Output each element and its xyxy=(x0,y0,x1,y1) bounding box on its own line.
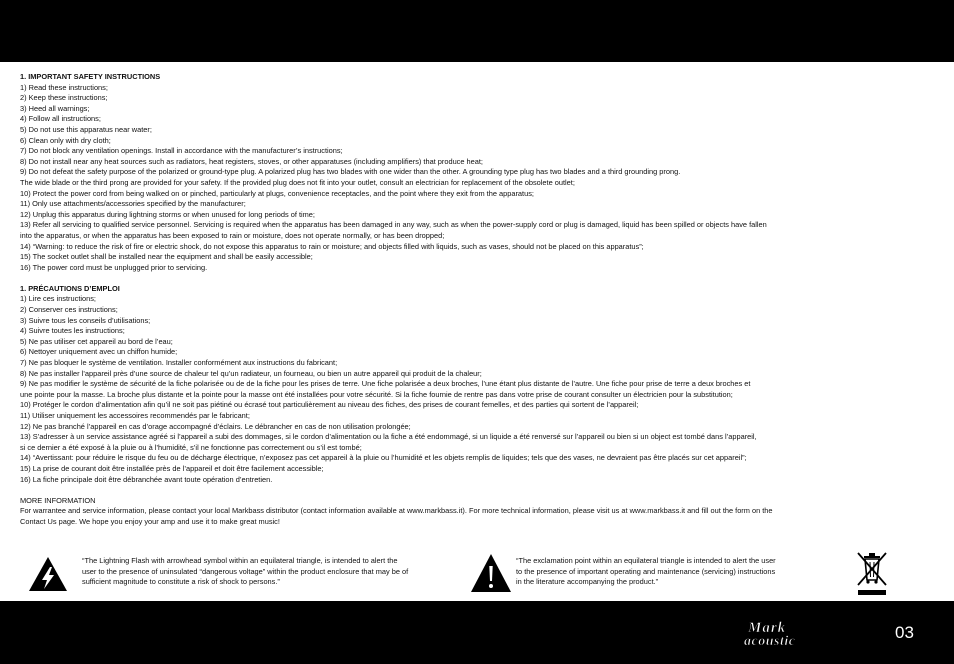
instruction-line: 2) Keep these instructions; xyxy=(20,93,108,103)
logo-line-1: Mark xyxy=(748,620,787,636)
instruction-line: into the apparatus, or when the apparatus has been exposed to rain or moisture, does not operate normally, or has been dropped; xyxy=(20,230,445,240)
instruction-line: 10) Protéger le cordon d’alimentation afin qu’il ne soit pas piétiné ou écrasé tout particulièrement au niveau des fiches, des prises de courant femelles, et des parties qui sortent de l’appareil; xyxy=(20,400,639,410)
instruction-line: 11) Utiliser uniquement les accessoires recommendés par le fabricant; xyxy=(20,411,250,420)
instruction-line: 5) Do not use this apparatus near water; xyxy=(20,124,152,134)
crossed-bin-icon xyxy=(855,550,889,596)
instruction-line: 10) Protect the power cord from being walked on or pinched, particularly at plugs, convenience receptacles, and the point where they exit from the apparatus; xyxy=(20,188,534,198)
more-info-heading: MORE INFORMATION xyxy=(20,495,96,505)
instruction-line: 1) Read these instructions; xyxy=(20,82,108,92)
english-instructions xyxy=(20,83,920,274)
lightning-warning-icon xyxy=(28,556,68,592)
french-instructions xyxy=(20,294,920,485)
instruction-line: 9) Ne pas modifier le système de sécurité de la fiche polarisée ou de de la fiche pour les prises de terre. Une fiche polarisée a deux broches, l’une étant plus distante de l’autre. Une fiche pour prise de terre a deux broches et xyxy=(20,379,751,389)
instruction-line: The wide blade or the third prong are provided for your safety. If the provided plug does not fit into your outlet, consult an electrician for replacement of the obsolete outlet; xyxy=(20,177,575,187)
notice-line: in the literature accompanying the product.” xyxy=(516,577,659,587)
notice-line: to the presence of important operating and maintenance (servicing) instructions xyxy=(516,566,776,576)
logo-line-2: acoustic xyxy=(744,634,796,647)
instruction-line: 4) Follow all instructions; xyxy=(20,114,101,124)
instruction-line: une pointe pour la masse. La broche plus distante et la pointe pour la masse ont été installées pour votre sécurité. Si la fiche fournie de rentre pas dans votre prise de courant consulter un électricien pour la substitution; xyxy=(20,389,733,399)
instruction-line: 11) Only use attachments/accessories specified by the manufacturer; xyxy=(20,199,246,209)
instruction-line: 6) Clean only with dry cloth; xyxy=(20,135,111,145)
instruction-line: 13) Refer all servicing to qualified service personnel. Servicing is required when the apparatus has been damaged in any way, such as when the power-supply cord or plug is damaged, liquid has been spilled or objects have fallen xyxy=(20,220,767,230)
instruction-line: 5) Ne pas utiliser cet appareil au bord de l’eau; xyxy=(20,336,173,346)
instruction-line: 8) Do not install near any heat sources such as radiators, heat registers, stoves, or other apparatuses (including amplifiers) that produce heat; xyxy=(20,156,483,166)
page-number: 03 xyxy=(895,623,914,642)
manual-text xyxy=(20,72,920,528)
french-heading: 1. PRÉCAUTIONS D’EMPLOI xyxy=(20,283,120,293)
instruction-line: 15) La prise de courant doit être installée près de l’appareil et doit être facilement accessible; xyxy=(20,463,324,473)
instruction-line: 8) Ne pas installer l’appareil près d’une source de chaleur tel qu’un radiateur, un fourneau, ou bien un autre appareil qui produit de la chaleur; xyxy=(20,368,482,378)
instruction-line: 7) Do not block any ventilation openings. Install in accordance with the manufacturer’s instructions; xyxy=(20,146,343,156)
info-line: For warrantee and service information, please contact your local Markbass distributor (contact information available at www.markbass.it). For more technical information, please visit us at www.markbass.it and fill out the form on the xyxy=(20,506,773,516)
markacoustic-logo xyxy=(742,619,840,647)
instruction-line: 9) Do not defeat the safety purpose of the polarized or ground-type plug. A polarized plug has two blades with one wider than the other. A grounding type plug has two blades and a third grounding prong. xyxy=(20,167,681,177)
instruction-line: 6) Nettoyer uniquement avec un chiffon humide; xyxy=(20,347,178,357)
more-info-text xyxy=(20,506,920,527)
instruction-line: 12) Unplug this apparatus during lightning storms or when unused for long periods of time; xyxy=(20,209,315,219)
instruction-line: 12) Ne pas branché l’appareil en cas d’orage accompagné d’éclairs. Le débrancher en cas de non utilisation prolongée; xyxy=(20,421,411,431)
english-heading: 1. IMPORTANT SAFETY INSTRUCTIONS xyxy=(20,72,161,81)
instruction-line: 14) “Warning: to reduce the risk of fire or electric shock, do not expose this apparatus to rain or moisture; and objects filled with liquids, such as vases, should not be placed on this apparatus”; xyxy=(20,241,644,251)
notice-line: sufficient magnitude to constitute a risk of shock to persons.” xyxy=(82,577,280,587)
instruction-line: 14) “Avertissant: pour réduire le risque du feu ou de décharge électrique, n’exposez pas cet appareil à la pluie ou l’humidité et les objets remplis de liquides; tels que des vases, ne devraient pas être placés sur cet appareil”; xyxy=(20,453,747,463)
notice-line: “The Lightning Flash with arrowhead symbol within an equilateral triangle, is intended to alert the xyxy=(82,556,398,565)
instruction-line: 1) Lire ces instructions; xyxy=(20,294,96,304)
instruction-line: 3) Suivre tous les conseils d’utilisations; xyxy=(20,315,151,325)
instruction-line: si ce dernier a été exposé à la pluie ou à l’humidité, s’il ne fonctionne pas correctement ou s’il est tombé; xyxy=(20,442,362,452)
instruction-line: 15) The socket outlet shall be installed near the equipment and shall be easily accessible; xyxy=(20,252,313,262)
instruction-line: 13) S’adresser à un service assistance agréé si l’appareil a subi des dommages, si le cordon d’alimentation ou la fiche a été endommagé, si un liquide a été renversé sur l’appareil ou bien si un object est tombé dans l’appareil, xyxy=(20,432,757,442)
notice-line: “The exclamation point within an equilateral triangle is intended to alert the user xyxy=(516,556,776,565)
instruction-line: 2) Conserver ces instructions; xyxy=(20,305,118,315)
instruction-line: 4) Suivre toutes les instructions; xyxy=(20,326,125,336)
exclamation-notice xyxy=(516,556,836,588)
instruction-line: 16) La fiche principale doit être débranchée avant toute opération d’entretien. xyxy=(20,474,273,484)
exclamation-warning-icon xyxy=(470,553,512,593)
lightning-notice xyxy=(82,556,472,588)
instruction-line: 3) Heed all warnings; xyxy=(20,103,90,113)
instruction-line: 7) Ne pas bloquer le système de ventilation. Installer conformément aux instructions du fabricant; xyxy=(20,358,338,368)
notice-line: user to the presence of uninsulated “dangerous voltage” within the product enclosure that may be of xyxy=(82,566,409,576)
info-line: Contact Us page. We hope you enjoy your amp and use it to make great music! xyxy=(20,516,280,526)
top-bar xyxy=(0,0,954,62)
instruction-line: 16) The power cord must be unplugged prior to servicing. xyxy=(20,262,208,272)
